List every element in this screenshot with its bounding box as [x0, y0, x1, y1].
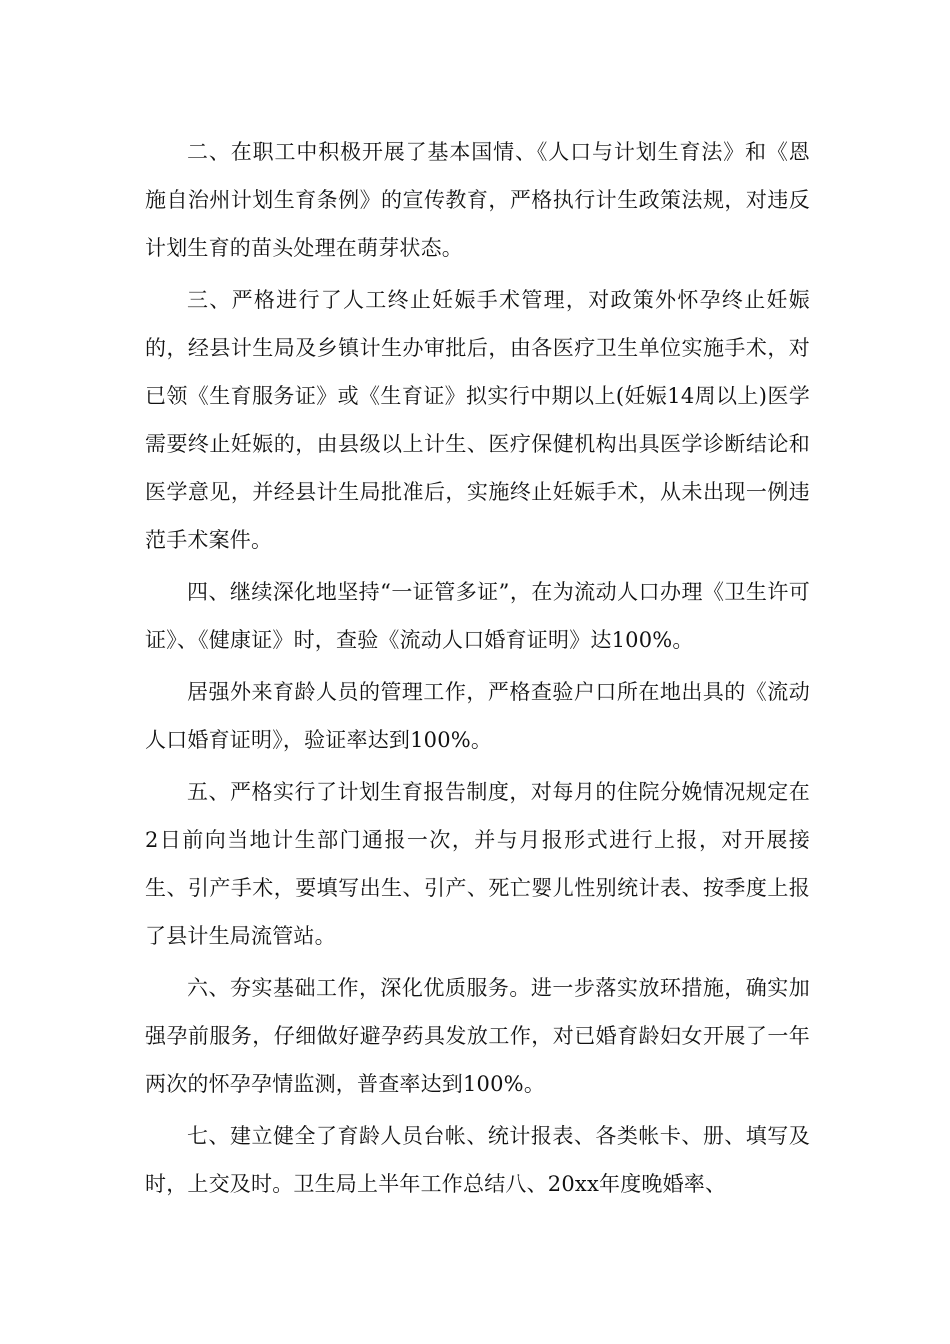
paragraph-one-certificate: 四、继续深化地坚持“一证管多证”，在为流动人口办理《卫生许可证》、《健康证》时，查验《流动人口婚育证明》达100%。	[145, 580, 810, 652]
paragraph-termination-management: 三、严格进行了人工终止妊娠手术管理，对政策外怀孕终止妊娠的，经县计生局及乡镇计生办审批后，由各医疗卫生单位实施手术，对已领《生育服务证》或《生育证》拟实行中期以上(妊娠14周以上)医学需要终止妊娠的，由县级以上计生、医疗保健机构出具医学诊断结论和医学意见，并经县计生局批准后，实施终止妊娠手术，从未出现一例违范手术案件。	[145, 288, 810, 552]
document-body	[145, 128, 810, 1212]
paragraph-quality-service: 六、夯实基础工作，深化优质服务。进一步落实放环措施，确实加强孕前服务，仔细做好避孕药具发放工作，对已婚育龄妇女开展了一年两次的怀孕孕情监测，普查率达到100%。	[145, 976, 810, 1096]
paragraph-migrant-management: 居强外来育龄人员的管理工作，严格查验户口所在地出具的《流动人口婚育证明》，验证率达到100%。	[145, 680, 810, 752]
paragraph-records-ledger: 七、建立健全了育龄人员台帐、统计报表、各类帐卡、册、填写及时，上交及时。卫生局上半年工作总结八、20xx年度晚婚率、	[145, 1124, 810, 1196]
paragraph-publicity-education: 二、在职工中积极开展了基本国情、《人口与计划生育法》和《恩施自治州计划生育条例》的宣传教育，严格执行计生政策法规，对违反计划生育的苗头处理在萌芽状态。	[145, 140, 810, 260]
paragraph-reporting-system: 五、严格实行了计划生育报告制度，对每月的住院分娩情况规定在2日前向当地计生部门通报一次，并与月报形式进行上报，对开展接生、引产手术，要填写出生、引产、死亡婴儿性别统计表、按季度上报了县计生局流管站。	[145, 780, 810, 948]
